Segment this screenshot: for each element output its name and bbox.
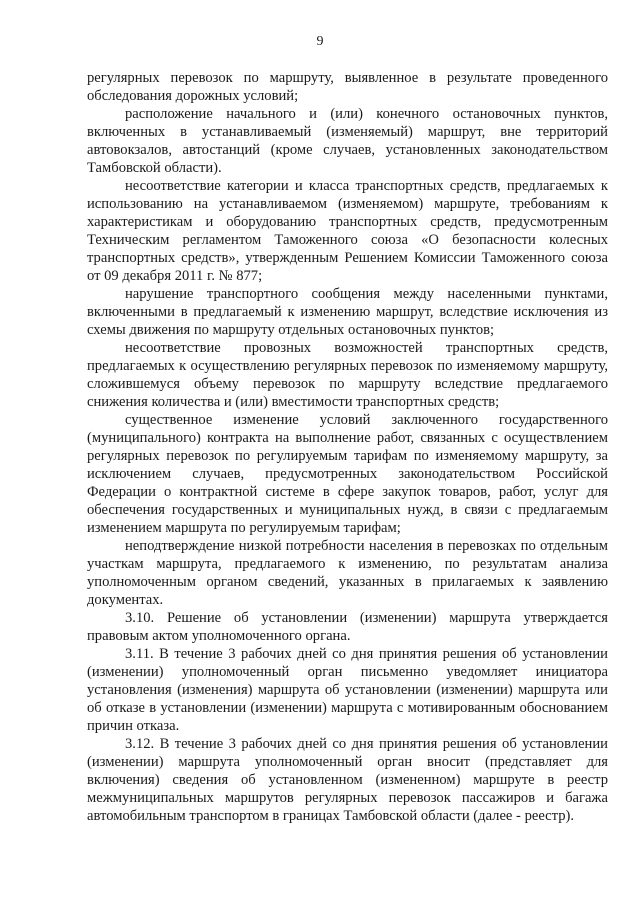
paragraph-terminal-location: расположение начального и (или) конечного остановочных пунктов, включенных в устанавливаемый (изменяемый) маршрут, вне территорий автовокзалов, автостанций (кроме случаев, установленных законодательством Тамбовской области). [87, 106, 608, 176]
paragraph-continuation: регулярных перевозок по маршруту, выявленное в результате проведенного обследования дорожных условий; [87, 70, 608, 104]
body-text [87, 69, 608, 825]
paragraph-contract-change: существенное изменение условий заключенного государственного (муниципального) контракта на выполнение работ, связанных с осуществлением регулярных перевозок по регулируемым тарифам по изменяемому маршруту, за исключением случаев, предусмотренных законодательством Российской Федерации о контрактной системе в сфере закупок товаров, работ, услуг для обеспечения государственных и муниципальных нужд, в связи с предлагаемым изменением маршрута по регулируемым тарифам; [87, 412, 608, 536]
paragraph-section-3-11: 3.11. В течение 3 рабочих дней со дня принятия решения об установлении (изменении) уполномоченный орган письменно уведомляет инициатора установления (изменения) маршрута об установлении (изменении) маршрута или об отказе в установлении (изменении) маршрута с мотивированным обоснованием причин отказа. [87, 646, 608, 734]
paragraph-section-3-12: 3.12. В течение 3 рабочих дней со дня принятия решения об установлении (изменении) маршрута уполномоченный орган вносит (представляет для включения) сведения об установленном (измененном) маршруте в реестр межмуниципальных маршрутов регулярных перевозок пассажиров и багажа автомобильным транспортом в границах Тамбовской области (далее - реестр). [87, 736, 608, 824]
paragraph-capacity: несоответствие провозных возможностей транспортных средств, предлагаемых к осуществлению регулярных перевозок по изменяемому маршруту, сложившемуся объему перевозок по маршруту вследствие предлагаемого снижения количества и (или) вместимости транспортных средств; [87, 340, 608, 410]
paragraph-section-3-10: 3.10. Решение об установлении (изменении) маршрута утверждается правовым актом уполномоченного органа. [87, 610, 608, 644]
paragraph-transport-connection: нарушение транспортного сообщения между населенными пунктами, включенными в предлагаемый к изменению маршрут, вследствие исключения из схемы движения по маршруту отдельных остановочных пунктов; [87, 286, 608, 338]
paragraph-low-demand: неподтверждение низкой потребности населения в перевозках по отдельным участкам маршрута, предлагаемого к изменению, по результатам анализа уполномоченным органом сведений, указанных в прилагаемых к заявлению документах. [87, 538, 608, 608]
paragraph-vehicle-category: несоответствие категории и класса транспортных средств, предлагаемых к использованию на устанавливаемом (изменяемом) маршруте, требованиям к характеристикам и оборудованию транспортных средств, предусмотренным Техническим регламентом Таможенного союза «О безопасности колесных транспортных средств», утвержденным Решением Комиссии Таможенного союза от 09 декабря 2011 г. № 877; [87, 178, 608, 284]
page-number: 9 [316, 34, 324, 49]
